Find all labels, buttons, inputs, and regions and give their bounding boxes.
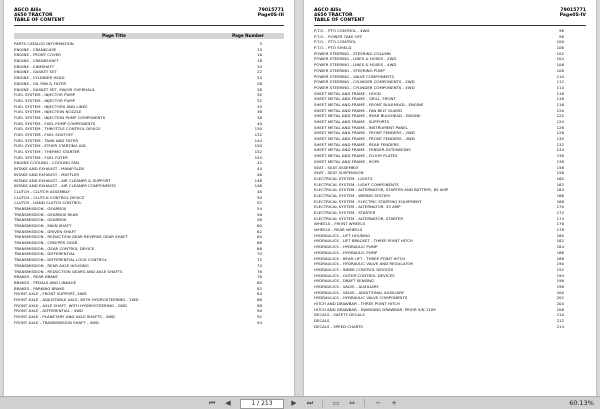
toc-row-page-number: 14 — [257, 46, 262, 52]
toc-row-page-number: 48 — [257, 188, 262, 194]
toc-row-title: SHEET METAL AND FRAME - SUPPORTS — [314, 119, 390, 124]
toc-row-page-number: 60 — [257, 223, 262, 228]
toc-row-page-number: 34 — [257, 103, 262, 109]
toc-row-title: ENGINE - CYLINDER HEAD — [14, 75, 65, 81]
toc-row-title: POWER STEERING - VALVE COMPONENTS — [314, 73, 394, 79]
column-page-header: Page Number — [232, 33, 264, 38]
toc-row-page-number: 192 — [556, 266, 564, 272]
toc-row-page-number: 128 — [556, 130, 564, 136]
toc-row-page-number: 24 — [257, 75, 262, 81]
toc-row-title: ELECTRICAL SYSTEM - ALTERNATOR, STARTER — [314, 215, 404, 221]
toc-row-title: HYDRAULICS - HYDRAULIC VALVE AND REGULATOR — [314, 261, 414, 267]
toc-row-page-number: 96 — [559, 28, 564, 33]
header-divider — [14, 25, 284, 26]
toc-row-page-number: 100 — [556, 39, 564, 45]
toc-row-title: FUEL SYSTEM - INJECTOR PUMP — [14, 92, 75, 98]
table-header — [14, 33, 284, 39]
toc-row-title: HYDRAULICS - HYDRAULIC PUMP — [314, 249, 378, 255]
header-page-ref: Page0S-III — [257, 13, 284, 19]
toc-row-title: CLUTCH - CLUTCH ASSEMBLY — [14, 188, 70, 194]
zoom-in-icon[interactable]: + — [391, 399, 397, 407]
toc-row-page-number: 70 — [257, 251, 262, 257]
toc-row-page-number: 118 — [556, 96, 564, 102]
toc-row-page-number: 180 — [556, 232, 564, 238]
toc-row-title: POWER STEERING - STEERING PUMP — [314, 67, 385, 73]
toc-row-title: HYDRAULICS - HYDRAULIC VALVE COMPONENTS — [314, 295, 408, 301]
toc-row-page-number: 114 — [556, 84, 564, 90]
toc-row-page-number: 202 — [556, 295, 564, 301]
toc-row-title: FUEL SYSTEM - TANK AND FILTER — [14, 137, 79, 143]
toc-row-page-number: 38 — [257, 114, 262, 120]
toc-row-title: HYDRAULICS - VALVE - ADDITIONAL AUXILIARY — [314, 289, 405, 295]
toc-row-title: POWER STEERING - LINES & HOSES - 4WD — [314, 62, 397, 68]
toc-row-page-number: 110 — [556, 73, 564, 79]
toc-row-page-number: 194 — [556, 272, 564, 278]
header-doc-number: 79015771 — [258, 8, 284, 13]
header-doc-number: 79015771 — [560, 8, 586, 13]
toc-row-title: INTAKE AND EXHAUST - AIR CLEANER & SUPPORT — [14, 177, 111, 183]
toc-row-page-number: 64 — [257, 234, 262, 240]
toc-row-title: FRONT AXLE - TRANSMISSION SHAFT - 4WD — [14, 319, 99, 325]
toc-row-title: INTAKE AND EXHAUST - AIR CLEANER COMPONENTS — [14, 183, 116, 189]
toc-row-page-number: 106 — [556, 45, 564, 51]
toc-row-page-number: 168 — [556, 198, 564, 204]
toc-row-page-number: 210 — [556, 312, 564, 318]
toc-row-title: ELECTRICAL SYSTEM - STARTER — [314, 210, 376, 215]
toc-row-title: TRANSMISSION - CREEPER GEAR — [14, 240, 78, 246]
toc-row-title: HYDRAULICS - VALVE - AUXILIARY — [314, 283, 379, 289]
toc-row-page-number: 20 — [257, 63, 262, 69]
zoom-level[interactable]: 60.13% — [569, 399, 594, 407]
toc-row-page-number: 160 — [556, 175, 564, 181]
toc-row-page-number: 42 — [257, 160, 262, 166]
toc-row-page-number: 158 — [556, 170, 564, 176]
toc-row-page-number: 102 — [556, 50, 564, 56]
toc-row-title: ELECTRICAL SYSTEM - ALTERNATOR, 35 AMP — [314, 204, 401, 210]
toc-row-page-number: 122 — [556, 113, 564, 119]
toc-row-title: TRANSMISSION - DIFFERENTIAL LOCK CONTROL — [14, 257, 107, 263]
toc-row-title: HYDRAULICS - LIFT BRACKET - THREE POINT HITCH — [314, 238, 413, 244]
toc-row-title: DECALS — [314, 318, 330, 324]
page-header — [314, 8, 586, 24]
toc-row-title: CLUTCH - CLUTCH CONTROL DEVICE — [14, 194, 85, 200]
toc-row-page-number: 154 — [254, 154, 262, 160]
toc-row-title: BRAKES - PARKING BRAKE — [14, 285, 65, 291]
toc-row-title: ENGINE COOLING - COOLING FAN — [14, 160, 79, 166]
prev-page-icon[interactable]: ◀ — [225, 399, 231, 407]
toc-row-title: SHEET METAL AND FRAME - FENDER EXTENSIONS — [314, 147, 411, 153]
toc-row-page-number: 204 — [556, 301, 564, 306]
toc-row-title: CLUTCH - HAND CLUTCH CONTROL — [14, 200, 82, 206]
toc-row-title: FRONT AXLE - FRONT SUPPORT, 4WD — [14, 291, 87, 297]
toc-row-page-number: 182 — [556, 238, 564, 244]
toc-row-title: FUEL SYSTEM - INJECTION PUMP COMPONENTS — [14, 114, 106, 120]
toc-row-title: SHEET METAL AND FRAME - ROPS — [314, 158, 380, 164]
toc-row-page-number: 120 — [556, 107, 564, 113]
header-divider — [314, 25, 586, 26]
toc-row-title: FUEL SYSTEM - INJECTOR PUMP — [14, 97, 75, 103]
toc-row-page-number: 36 — [257, 109, 262, 115]
toc-row-title: TRANSMISSION - MAIN SHAFT — [14, 223, 72, 228]
toc-row-page-number: 134 — [556, 147, 564, 153]
toc-row-page-number: 198 — [556, 283, 564, 289]
toc-row-page-number: 86 — [257, 296, 262, 302]
last-page-icon[interactable]: ⏭ — [306, 399, 314, 407]
toc-row-page-number: 88 — [257, 302, 262, 308]
toc-row-page-number: 184 — [556, 244, 564, 250]
toc-row-page-number: 92 — [257, 314, 262, 319]
toc-row-title: POWER STEERING - STEERING COLUMN — [314, 50, 391, 56]
toc-row[interactable] — [314, 324, 586, 330]
toc-row-page-number: 144 — [254, 137, 262, 143]
toc-row-title: HYDRAULICS - HYDRAULIC PUMP — [314, 244, 378, 250]
toc-row-page-number: 82 — [257, 285, 262, 291]
toc-row-title: POWER STEERING - LINES & HOSES - 2WD — [314, 56, 397, 62]
header-page-ref: Page0S-IV — [559, 13, 586, 19]
toc-row-title: SHEET METAL AND FRAME - REAR BULKHEAD - ENGINE — [314, 113, 421, 119]
toc-row-title: ENGINE - OIL PAN & FILTER — [14, 80, 67, 86]
toc-row-title: FRONT AXLE - DIFFERENTIAL - 4WD — [14, 308, 84, 314]
toc-row-page-number: 214 — [556, 323, 564, 329]
toc-row-title: P.T.O. - PTO CONTROL - 4WD — [314, 28, 370, 33]
toolbar-separator — [364, 399, 365, 407]
toc-row-title: ENGINE - GASKET SET — [14, 69, 57, 75]
toc-row-title: ELECTRICAL SYSTEM - LIGHTS — [314, 175, 373, 181]
toc-row-page-number: 28 — [257, 86, 262, 92]
toc-row-page-number: 178 — [556, 227, 564, 233]
toc-row-page-number: 106 — [556, 62, 564, 68]
toc-row-title: WHEELS - FRONT WHEELS — [314, 221, 366, 227]
toc-row-page-number: 138 — [556, 158, 564, 164]
toc-row-title: FUEL SYSTEM - THERMO STARTER — [14, 149, 80, 155]
toc-row-title: FUEL SYSTEM - INJECTION NOZZLE — [14, 109, 82, 115]
toc-row-page-number: 52 — [257, 200, 262, 206]
page-number-input[interactable]: 1 / 213 — [240, 399, 284, 409]
header-section: TABLE OF CONTENT — [14, 18, 65, 24]
toc-row-title: HYDRAULICS - OUTER CONTROL DEVICES — [314, 272, 395, 278]
page-right — [304, 0, 596, 396]
toc-row-page-number: 172 — [556, 210, 564, 215]
toc-row-title: SEAT - SEAT ASSEMBLY — [314, 164, 359, 170]
toc-row-title: TRANSMISSION - REDUCTION GEAR REVERSE GEAR SHAFT — [14, 234, 128, 240]
toc-row-title: P.T.O. - PTO SHIELD — [314, 45, 352, 51]
toc-row-title: SHEET METAL AND FRAME - GRILL, FRONT — [314, 96, 396, 102]
toc-row-title: DECALS - SAFETY DECALS — [314, 312, 365, 318]
toc-row-title: FRONT AXLE - AXLE SHAFT, WITH HYDROSTEERING - 2WD — [14, 302, 127, 308]
toc-row-page-number: 16 — [257, 52, 262, 58]
toc-row-page-number: 76 — [257, 268, 262, 274]
toc-row-title: HYDRAULICS - REAR LIFT - THREE POINT HITCH — [314, 255, 406, 261]
toc-row-title: HYDRAULICS - DRAFT SENSING — [314, 278, 375, 284]
toc-row-page-number: 22 — [257, 69, 262, 75]
toc-row-page-number: 196 — [556, 278, 564, 284]
toc-row-title: TRANSMISSION - GEARBOX — [14, 205, 67, 211]
toc-row-title: INTAKE AND EXHAUST - MUFFLER — [14, 171, 80, 177]
toc-row-title: INTAKE AND EXHAUST - MANIFOLDS — [14, 166, 85, 172]
header-model: 4650 TRACTOR — [14, 13, 53, 19]
toc-row-title: ENGINE - CRANKSHAFT — [14, 58, 59, 64]
toc-row-title: P.T.O. - POWER TAKE OFF — [314, 33, 363, 39]
toc-row-page-number: 206 — [556, 306, 564, 312]
toc-row-title: DECALS - SPEED CHARTS — [314, 323, 363, 329]
toc-row-page-number: 146 — [254, 183, 262, 189]
column-title-header: Page Title — [102, 33, 126, 38]
toc-row-title: ELECTRICAL SYSTEM - ELECTRIC STARTING EQUIPMENT — [314, 198, 422, 204]
toc-row-page-number: 200 — [556, 289, 564, 295]
toc-row-page-number: 40 — [257, 120, 262, 126]
toc-row-page-number: 130 — [254, 126, 262, 132]
toc-list-right — [314, 28, 586, 329]
toc-row-page-number: 190 — [556, 261, 564, 267]
toc-row-title: FRONT AXLE - ADJUSTABLE AXLE, WITH HYDROSTEERING - 2WD — [14, 296, 139, 302]
toc-row-title: WHEELS - REAR WHEELS — [314, 227, 363, 233]
toc-row-title: FUEL SYSTEM - FUEL SHUTOFF — [14, 132, 74, 137]
toc-row-page-number: 74 — [257, 262, 262, 268]
first-page-icon[interactable]: ⏮ — [208, 399, 216, 407]
toc-row-page-number: 68 — [257, 245, 262, 251]
toc-row-page-number: 32 — [257, 97, 262, 103]
toc-row-title: SHEET METAL AND FRAME - HOOD — [314, 90, 381, 96]
toc-row-title: ELECTRICAL SYSTEM - WIRING SYSTEM — [314, 192, 390, 198]
toc-row-page-number: 30 — [257, 92, 262, 98]
toc-row-page-number: 3 — [259, 41, 262, 46]
toc-row-page-number: 44 — [257, 166, 262, 172]
toc-row-page-number: 104 — [556, 56, 564, 62]
toc-row-title: SEAT - SEAT SUSPENSION — [314, 170, 364, 176]
toc-row-page-number: 150 — [254, 143, 262, 149]
toc-row-page-number: 130 — [556, 136, 564, 142]
header-brand: AGCO Allis — [314, 8, 342, 13]
toc-row-page-number: 156 — [556, 164, 564, 170]
toc-row-title: TRANSMISSION - GEAR CONTROL DEVICE — [14, 245, 95, 251]
toc-row-title: FUEL SYSTEM - FUEL FILTER — [14, 154, 68, 160]
toc-row-title: ENGINE - GASKET SET, MAJOR OVERHAUL — [14, 86, 95, 92]
toc-row-title: ELECTRICAL SYSTEM - LIGHT COMPONENTS — [314, 181, 399, 187]
toc-row-title: ENGINE - FRONT COVER — [14, 52, 61, 58]
toc-row-title: TRANSMISSION - REAR AXLE HOUSING — [14, 262, 89, 268]
toc-row-page-number: 174 — [556, 215, 564, 221]
toc-row-page-number: 162 — [556, 181, 564, 187]
toc-row-page-number: 124 — [556, 119, 564, 124]
header-brand: AGCO Allis — [14, 8, 42, 13]
toc-row-page-number: 94 — [257, 319, 262, 325]
toc-row-title: FUEL SYSTEM - FUEL PUMP COMPONENTS — [14, 120, 96, 126]
toc-row-page-number: 132 — [254, 132, 262, 137]
toc-row-page-number: 54 — [257, 205, 262, 211]
toc-row-title: SHEET METAL AND FRAME - FAN BELT GUARD — [314, 107, 403, 113]
toc-row-title: SHEET METAL AND FRAME - INSTRUMENT PANEL — [314, 124, 408, 130]
toc-row-title: ENGINE - CRANKCASE — [14, 46, 57, 52]
toc-row-page-number: 18 — [257, 58, 262, 64]
toc-row-title: SHEET METAL AND FRAME - REAR FENDERS — [314, 141, 399, 147]
toc-row-page-number: 132 — [556, 141, 564, 147]
toc-row-title: FUEL SYSTEM - INJECTORS AND LINES — [14, 103, 88, 109]
toc-row-page-number: 108 — [556, 67, 564, 73]
toc-row-page-number: 26 — [257, 80, 262, 86]
toc-row-page-number: 176 — [556, 221, 564, 227]
page-header — [14, 8, 284, 24]
toc-row-page-number: 116 — [556, 90, 564, 96]
header-model: 4650 TRACTOR — [314, 13, 353, 19]
viewer-toolbar — [0, 396, 600, 409]
toc-row-title: FRONT AXLE - PLANETARY AND AXLE SHAFTS - 4WD — [14, 314, 116, 319]
toc-row-page-number: 46 — [257, 171, 262, 177]
toc-row-title: HYDRAULICS - INNER CONTROL DEVICES — [314, 266, 394, 272]
toolbar-separator — [322, 399, 323, 407]
toc-row-title: ENGINE - CAMSHAFT — [14, 63, 55, 69]
toc-row-title: ELECTRICAL SYSTEM - ALTERNATOR, STARTER AND BATTERY, 65 AMP — [314, 187, 449, 193]
toc-row-title: POWER STEERING - CYLINDER COMPONENTS - 2WD — [314, 79, 415, 85]
toc-row-page-number: 136 — [556, 153, 564, 159]
toc-row-page-number: 116 — [556, 101, 564, 107]
fit-width-icon[interactable]: ⇔ — [349, 399, 355, 407]
toc-row-title: SHEET METAL AND FRAME - FRONT FENDERS - 2WD — [314, 130, 415, 136]
toc-row-title: HYDRAULICS - LIFT HOUSING — [314, 232, 371, 238]
toc-row-title: SHEET METAL AND FRAME - FRONT BULKHEAD - ENGINE — [314, 101, 424, 107]
toc-row-page-number: 78 — [257, 274, 262, 280]
toc-row-page-number: 72 — [257, 257, 262, 263]
toc-row-title: FUEL SYSTEM - THROTTLE CONTROL DEVICE — [14, 126, 101, 132]
toc-row-page-number: 186 — [556, 249, 564, 255]
toc-row-page-number: 66 — [257, 240, 262, 246]
toc-row-title: TRANSMISSION - DRIVEN SHAFT — [14, 228, 77, 234]
toc-row-page-number: 90 — [257, 308, 262, 314]
fit-page-icon[interactable]: ▭ — [332, 399, 340, 407]
toc-row-title: TRANSMISSION - REDUCTION GEARS AND AXLE SHAFTS — [14, 268, 123, 274]
toc-row-page-number: 170 — [556, 204, 564, 210]
toc-row-page-number: 56 — [257, 211, 262, 217]
toc-row-title: BRAKES - REAR BRAKE — [14, 274, 58, 280]
toc-row-title: SHEET METAL AND FRAME - FRONT FENDERS - 4WD — [314, 136, 415, 142]
toc-row-page-number: 58 — [257, 217, 262, 223]
toc-row-page-number: 188 — [556, 255, 564, 261]
toc-row-page-number: 166 — [556, 192, 564, 198]
toc-row-title: P.T.O. - PTO CONTROL — [314, 39, 357, 45]
toc-row-title: TRANSMISSION - DIFFERENTIAL — [14, 251, 75, 257]
toc-row-title: TRANSMISSION - GEARBOX REAR — [14, 211, 79, 217]
toc-row-title: PARTS CATALOG INFORMATION — [14, 41, 74, 46]
toc-row-title: POWER STEERING - CYLINDER COMPONENTS - 4WD — [314, 84, 415, 90]
toc-row-title: HITCH AND DRAWBAR - THREE POINT HITCH — [314, 301, 400, 306]
toc-row-title: TRANSMISSION - GEARBOX — [14, 217, 67, 223]
toc-list-left — [14, 41, 284, 325]
toc-row-page-number: 148 — [254, 177, 262, 183]
toc-row-page-number: 112 — [556, 79, 564, 85]
toc-row-page-number: 126 — [556, 124, 564, 130]
toc-row-page-number: 80 — [257, 279, 262, 285]
toc-row-page-number: 164 — [556, 187, 564, 193]
toc-row[interactable] — [14, 320, 284, 326]
toc-row-page-number: 98 — [559, 33, 564, 39]
toc-row-title: HITCH AND DRAWBAR - SWINGING DRAWBAR, PRIOR S/N 1109 — [314, 306, 436, 312]
toc-row-page-number: 84 — [257, 291, 262, 297]
zoom-out-icon[interactable]: − — [375, 399, 381, 407]
toc-row-page-number: 212 — [556, 318, 564, 324]
toc-row-title: BRAKES - PEDALS AND LINKAGE — [14, 279, 77, 285]
page-left — [4, 0, 294, 396]
toc-row-title: FUEL SYSTEM - ETHER STARTING AID — [14, 143, 86, 149]
next-page-icon[interactable]: ▶ — [291, 399, 297, 407]
toc-row-page-number: 152 — [254, 149, 262, 155]
header-section: TABLE OF CONTENT — [314, 18, 365, 24]
toc-row-page-number: 50 — [257, 194, 262, 200]
toc-row-title: SHEET METAL AND FRAME - FLOOR PLATES — [314, 153, 398, 159]
toc-row-page-number: 62 — [257, 228, 262, 234]
